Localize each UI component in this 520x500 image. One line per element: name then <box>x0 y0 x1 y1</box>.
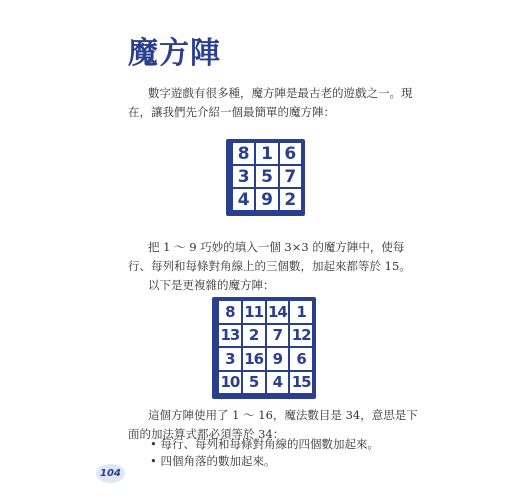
magic-square-cell: 7 <box>278 164 303 189</box>
magic-square-cell: 5 <box>241 370 267 396</box>
magic-square-cell: 6 <box>278 141 303 166</box>
magic-square-cell: 14 <box>265 299 291 325</box>
complex-intro-paragraph: 以下是更複雜的魔方陣： <box>148 278 275 292</box>
magic-square-cell: 3 <box>217 346 243 372</box>
rule-item-rows-columns-diagonals: • 每行、每列和每條對角線的四個數加起來。 <box>150 436 379 453</box>
magic-square-cell: 8 <box>217 299 243 325</box>
magic-square-cell: 4 <box>231 187 256 212</box>
magic-square-cell: 13 <box>217 323 243 349</box>
magic-square-cell: 4 <box>265 370 291 396</box>
magic-square-cell: 8 <box>231 141 256 166</box>
intro-paragraph: 數字遊戲有很多種，魔方陣是最古老的遊戲之一。現在，讓我們先介紹一個最簡單的魔方陣： <box>128 86 413 119</box>
magic-square-cell: 5 <box>254 164 279 189</box>
magic-square-cell: 16 <box>241 346 267 372</box>
magic-square-cell: 3 <box>231 164 256 189</box>
rule-item-corners: • 四個角落的數加起來。 <box>150 453 379 470</box>
rules-list <box>150 436 379 470</box>
magic-square-3x3 <box>226 139 305 216</box>
magic-square-cell: 7 <box>265 323 291 349</box>
magic-square-cell: 10 <box>217 370 243 396</box>
magic-square-cell: 1 <box>254 141 279 166</box>
magic-square-cell: 2 <box>278 187 303 212</box>
magic-square-cell: 9 <box>254 187 279 212</box>
magic-square-cell: 6 <box>288 346 314 372</box>
magic-square-cell: 1 <box>288 299 314 325</box>
magic-square-cell: 15 <box>288 370 314 396</box>
magic-square-cell: 9 <box>265 346 291 372</box>
magic-square-4x4 <box>212 297 316 399</box>
magic-square-cell: 11 <box>241 299 267 325</box>
explanation-paragraph: 把 1 ～ 9 巧妙的填入一個 3×3 的魔方陣中，使每行、每列和每條對角線上的三個數，加起來都等於 15。 <box>128 240 411 273</box>
magic-square-cell: 2 <box>241 323 267 349</box>
magic-square-cell: 12 <box>288 323 314 349</box>
page-number: 104 <box>96 464 125 483</box>
page-title: 魔方陣 <box>128 36 221 71</box>
magic-number-paragraph: 這個方陣使用了 1 ～ 16，魔法數目是 34，意思是下面的加法算式都必須等於 34： <box>128 408 418 441</box>
